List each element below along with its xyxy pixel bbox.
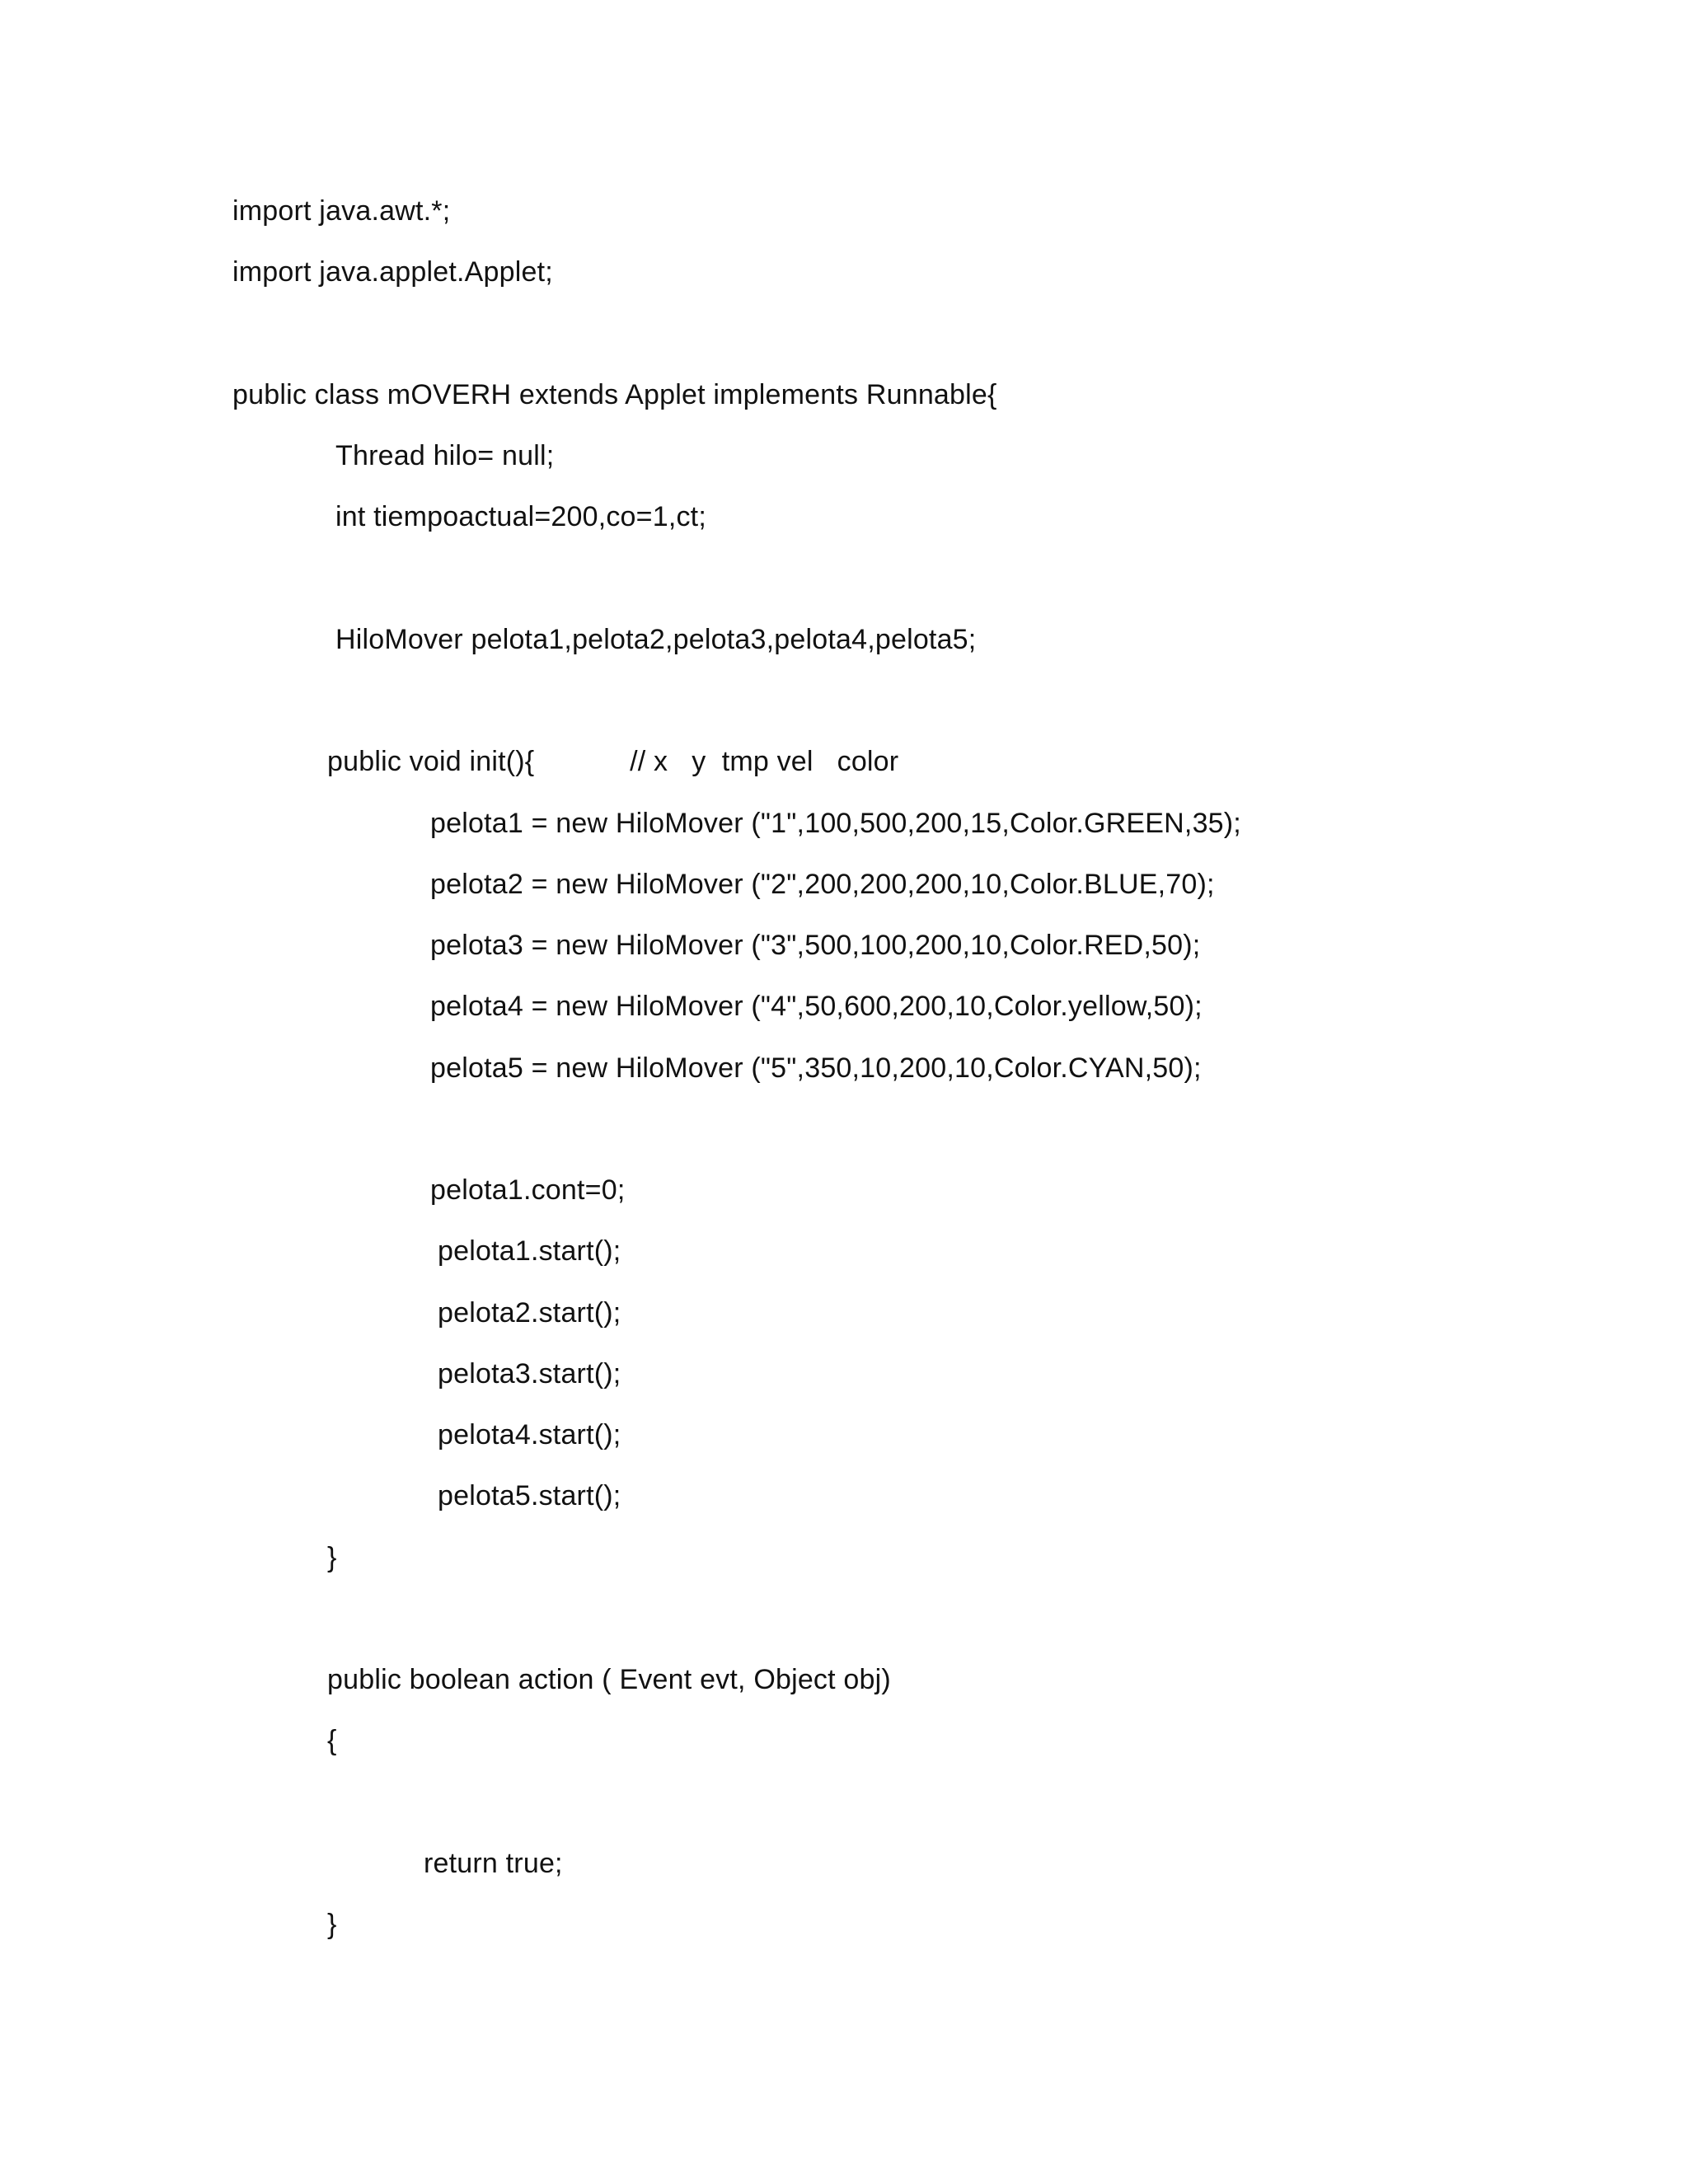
code-line-10: pelota3 = new HiloMover ("3",500,100,200,10,Color.RED,50); [430, 930, 1201, 961]
code-line-6: HiloMover pelota1,pelota2,pelota3,pelota4,pelota5; [335, 624, 977, 655]
code-line-12: pelota5 = new HiloMover ("5",350,10,200,10,Color.CYAN,50); [430, 1052, 1202, 1084]
code-line-15: pelota2.start(); [438, 1297, 621, 1329]
code-line-9: pelota2 = new HiloMover ("2",200,200,200,10,Color.BLUE,70); [430, 869, 1215, 900]
code-line-17: pelota4.start(); [438, 1419, 621, 1451]
code-line-16: pelota3.start(); [438, 1358, 621, 1390]
code-line-4: Thread hilo= null; [335, 440, 555, 471]
code-line-5: int tiempoactual=200,co=1,ct; [335, 501, 706, 532]
code-line-1: import java.awt.*; [232, 195, 451, 227]
code-line-7: public void init(){ // x y tmp vel color [327, 746, 899, 777]
code-line-19: } [327, 1542, 337, 1573]
code-line-22: return true; [424, 1848, 563, 1879]
code-line-18: pelota5.start(); [438, 1480, 621, 1511]
code-line-21: { [327, 1725, 337, 1756]
code-line-2: import java.applet.Applet; [232, 256, 553, 288]
code-line-20: public boolean action ( Event evt, Object obj) [327, 1664, 891, 1695]
code-line-14: pelota1.start(); [438, 1235, 621, 1267]
code-line-13: pelota1.cont=0; [430, 1174, 626, 1206]
code-line-23: } [327, 1909, 337, 1940]
code-line-11: pelota4 = new HiloMover ("4",50,600,200,10,Color.yellow,50); [430, 991, 1203, 1022]
code-line-8: pelota1 = new HiloMover ("1",100,500,200,15,Color.GREEN,35); [430, 808, 1241, 839]
code-line-3: public class mOVERH extends Applet implements Runnable{ [232, 379, 997, 410]
